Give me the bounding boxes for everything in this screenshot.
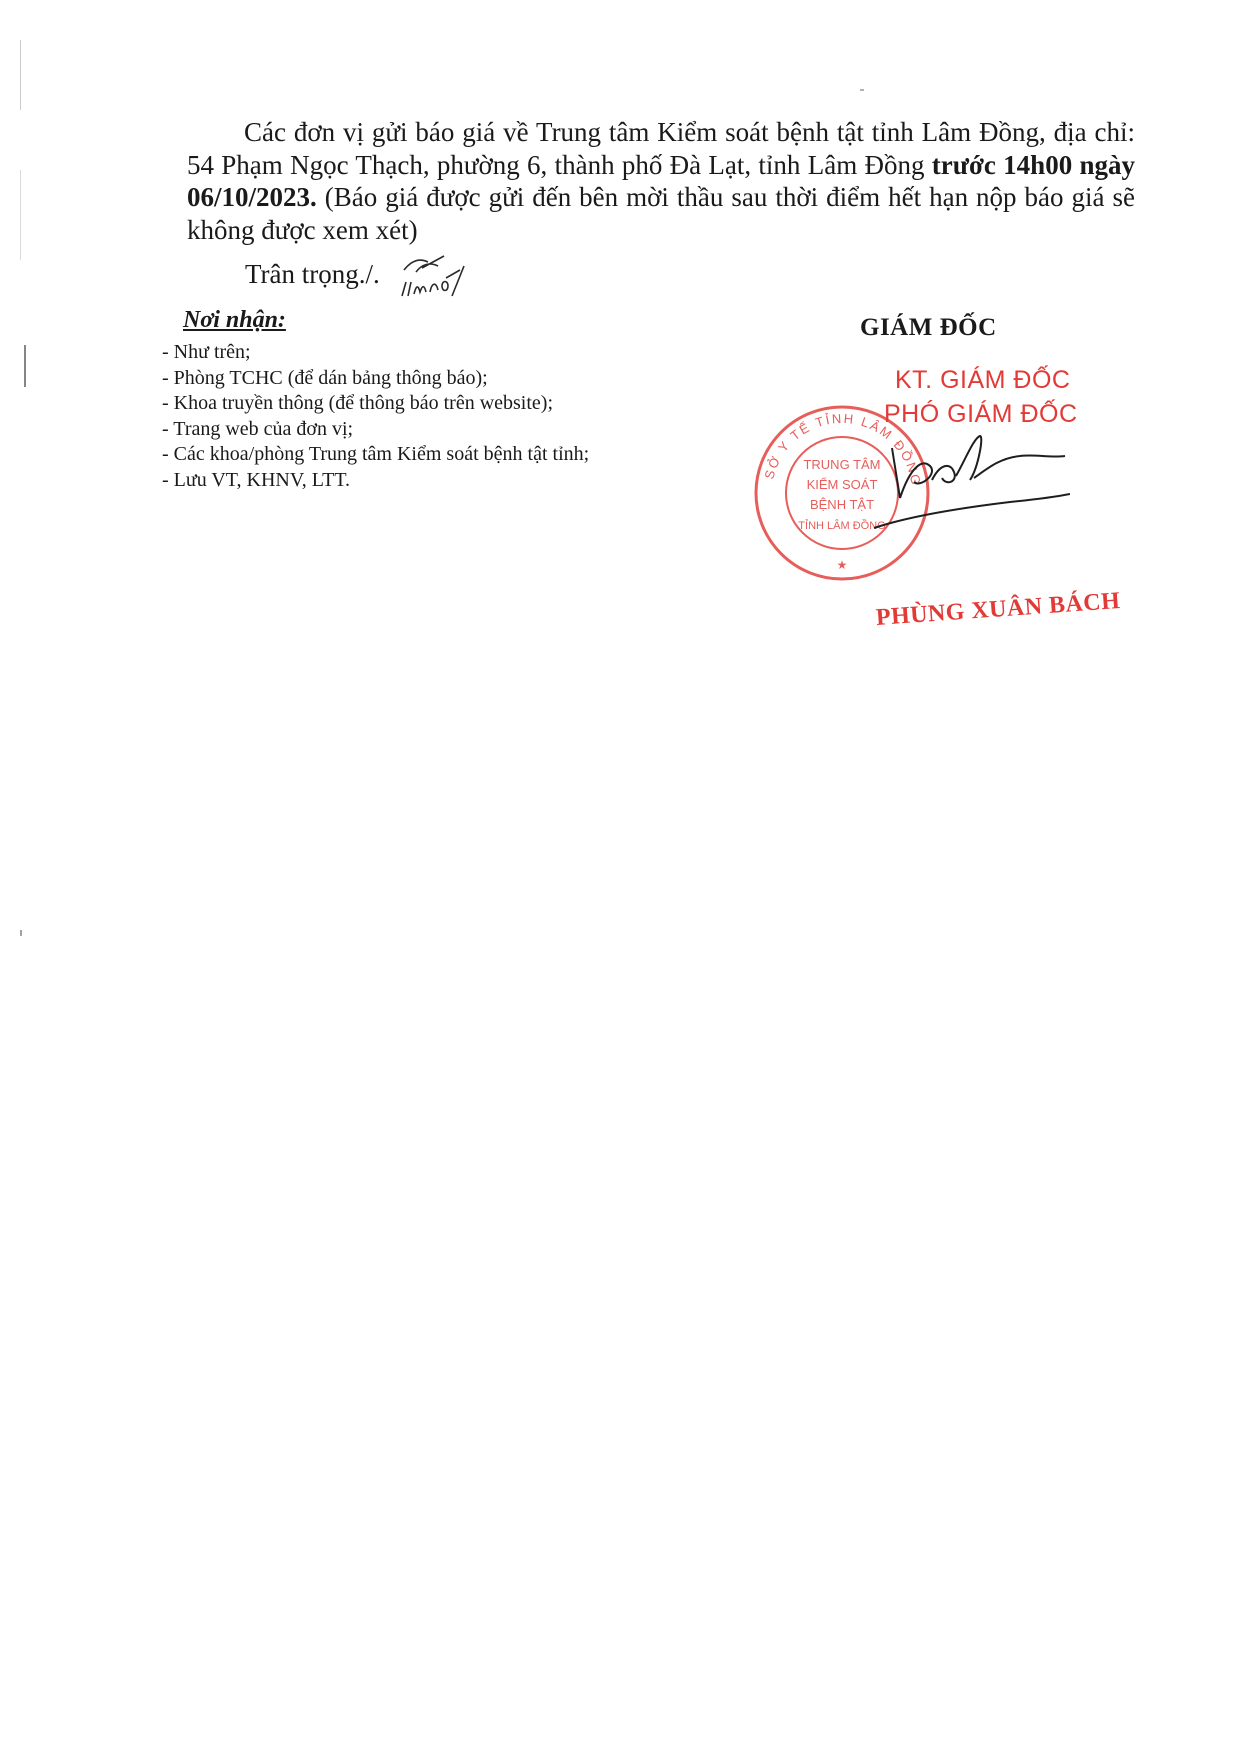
list-item: - Trang web của đơn vị; xyxy=(162,417,354,440)
signature-title: GIÁM ĐỐC xyxy=(860,314,997,341)
svg-text:KIỂM SOÁT: KIỂM SOÁT xyxy=(806,477,878,492)
body-paragraph xyxy=(187,116,1135,246)
scan-artifact xyxy=(20,40,21,110)
position-text: PHÓ GIÁM ĐỐC xyxy=(884,400,1078,428)
handwritten-signature xyxy=(870,428,1070,538)
list-item: - Như trên; xyxy=(162,341,251,363)
svg-text:★: ★ xyxy=(836,558,848,572)
scan-artifact xyxy=(20,170,21,260)
svg-text:BỆNH TẬT: BỆNH TẬT xyxy=(809,497,875,512)
paragraph-note: (Báo giá được gửi đến bên mời thầu sau thời điểm hết hạn nộp báo giá sẽ không được xem xét) xyxy=(187,182,1135,245)
list-item: - Lưu VT, KHNV, LTT. xyxy=(162,468,351,491)
scan-artifact xyxy=(20,930,22,936)
list-item: - Phòng TCHC (để dán bảng thông báo); xyxy=(162,366,488,389)
signer-name: PHÙNG XUÂN BÁCH xyxy=(875,587,1122,631)
recipients-title: Nơi nhận: xyxy=(183,307,286,333)
svg-text:TRUNG TÂM: TRUNG TÂM xyxy=(803,457,881,472)
handwritten-initials xyxy=(398,252,468,310)
paragraph-text: Các đơn vị gửi báo giá về Trung tâm Kiểm soát bệnh tật tỉnh Lâm Đồng, địa chỉ: 54 Phạm Ngọc Thạch, phường 6, thành phố Đà Lạt, tỉnh Lâm Đồng xyxy=(187,117,1135,180)
delegation-text: KT. GIÁM ĐỐC xyxy=(895,366,1071,394)
scan-artifact xyxy=(24,345,26,387)
svg-text:TỈNH LÂM ĐỒNG: TỈNH LÂM ĐỒNG xyxy=(798,520,886,532)
deadline-text: trước 14h00 ngày 06/10/2023. xyxy=(187,149,1135,212)
list-item: - Khoa truyền thông (để thông báo trên website); xyxy=(162,392,554,414)
recipients-list xyxy=(162,340,589,493)
scan-artifact xyxy=(860,89,864,91)
svg-text:SỞ Y TẾ TỈNH LÂM ĐỒNG: SỞ Y TẾ TỈNH LÂM ĐỒNG xyxy=(761,410,924,488)
closing-text: Trân trọng./. xyxy=(245,259,380,289)
list-item: - Các khoa/phòng Trung tâm Kiểm soát bệnh tật tỉnh; xyxy=(162,443,590,465)
